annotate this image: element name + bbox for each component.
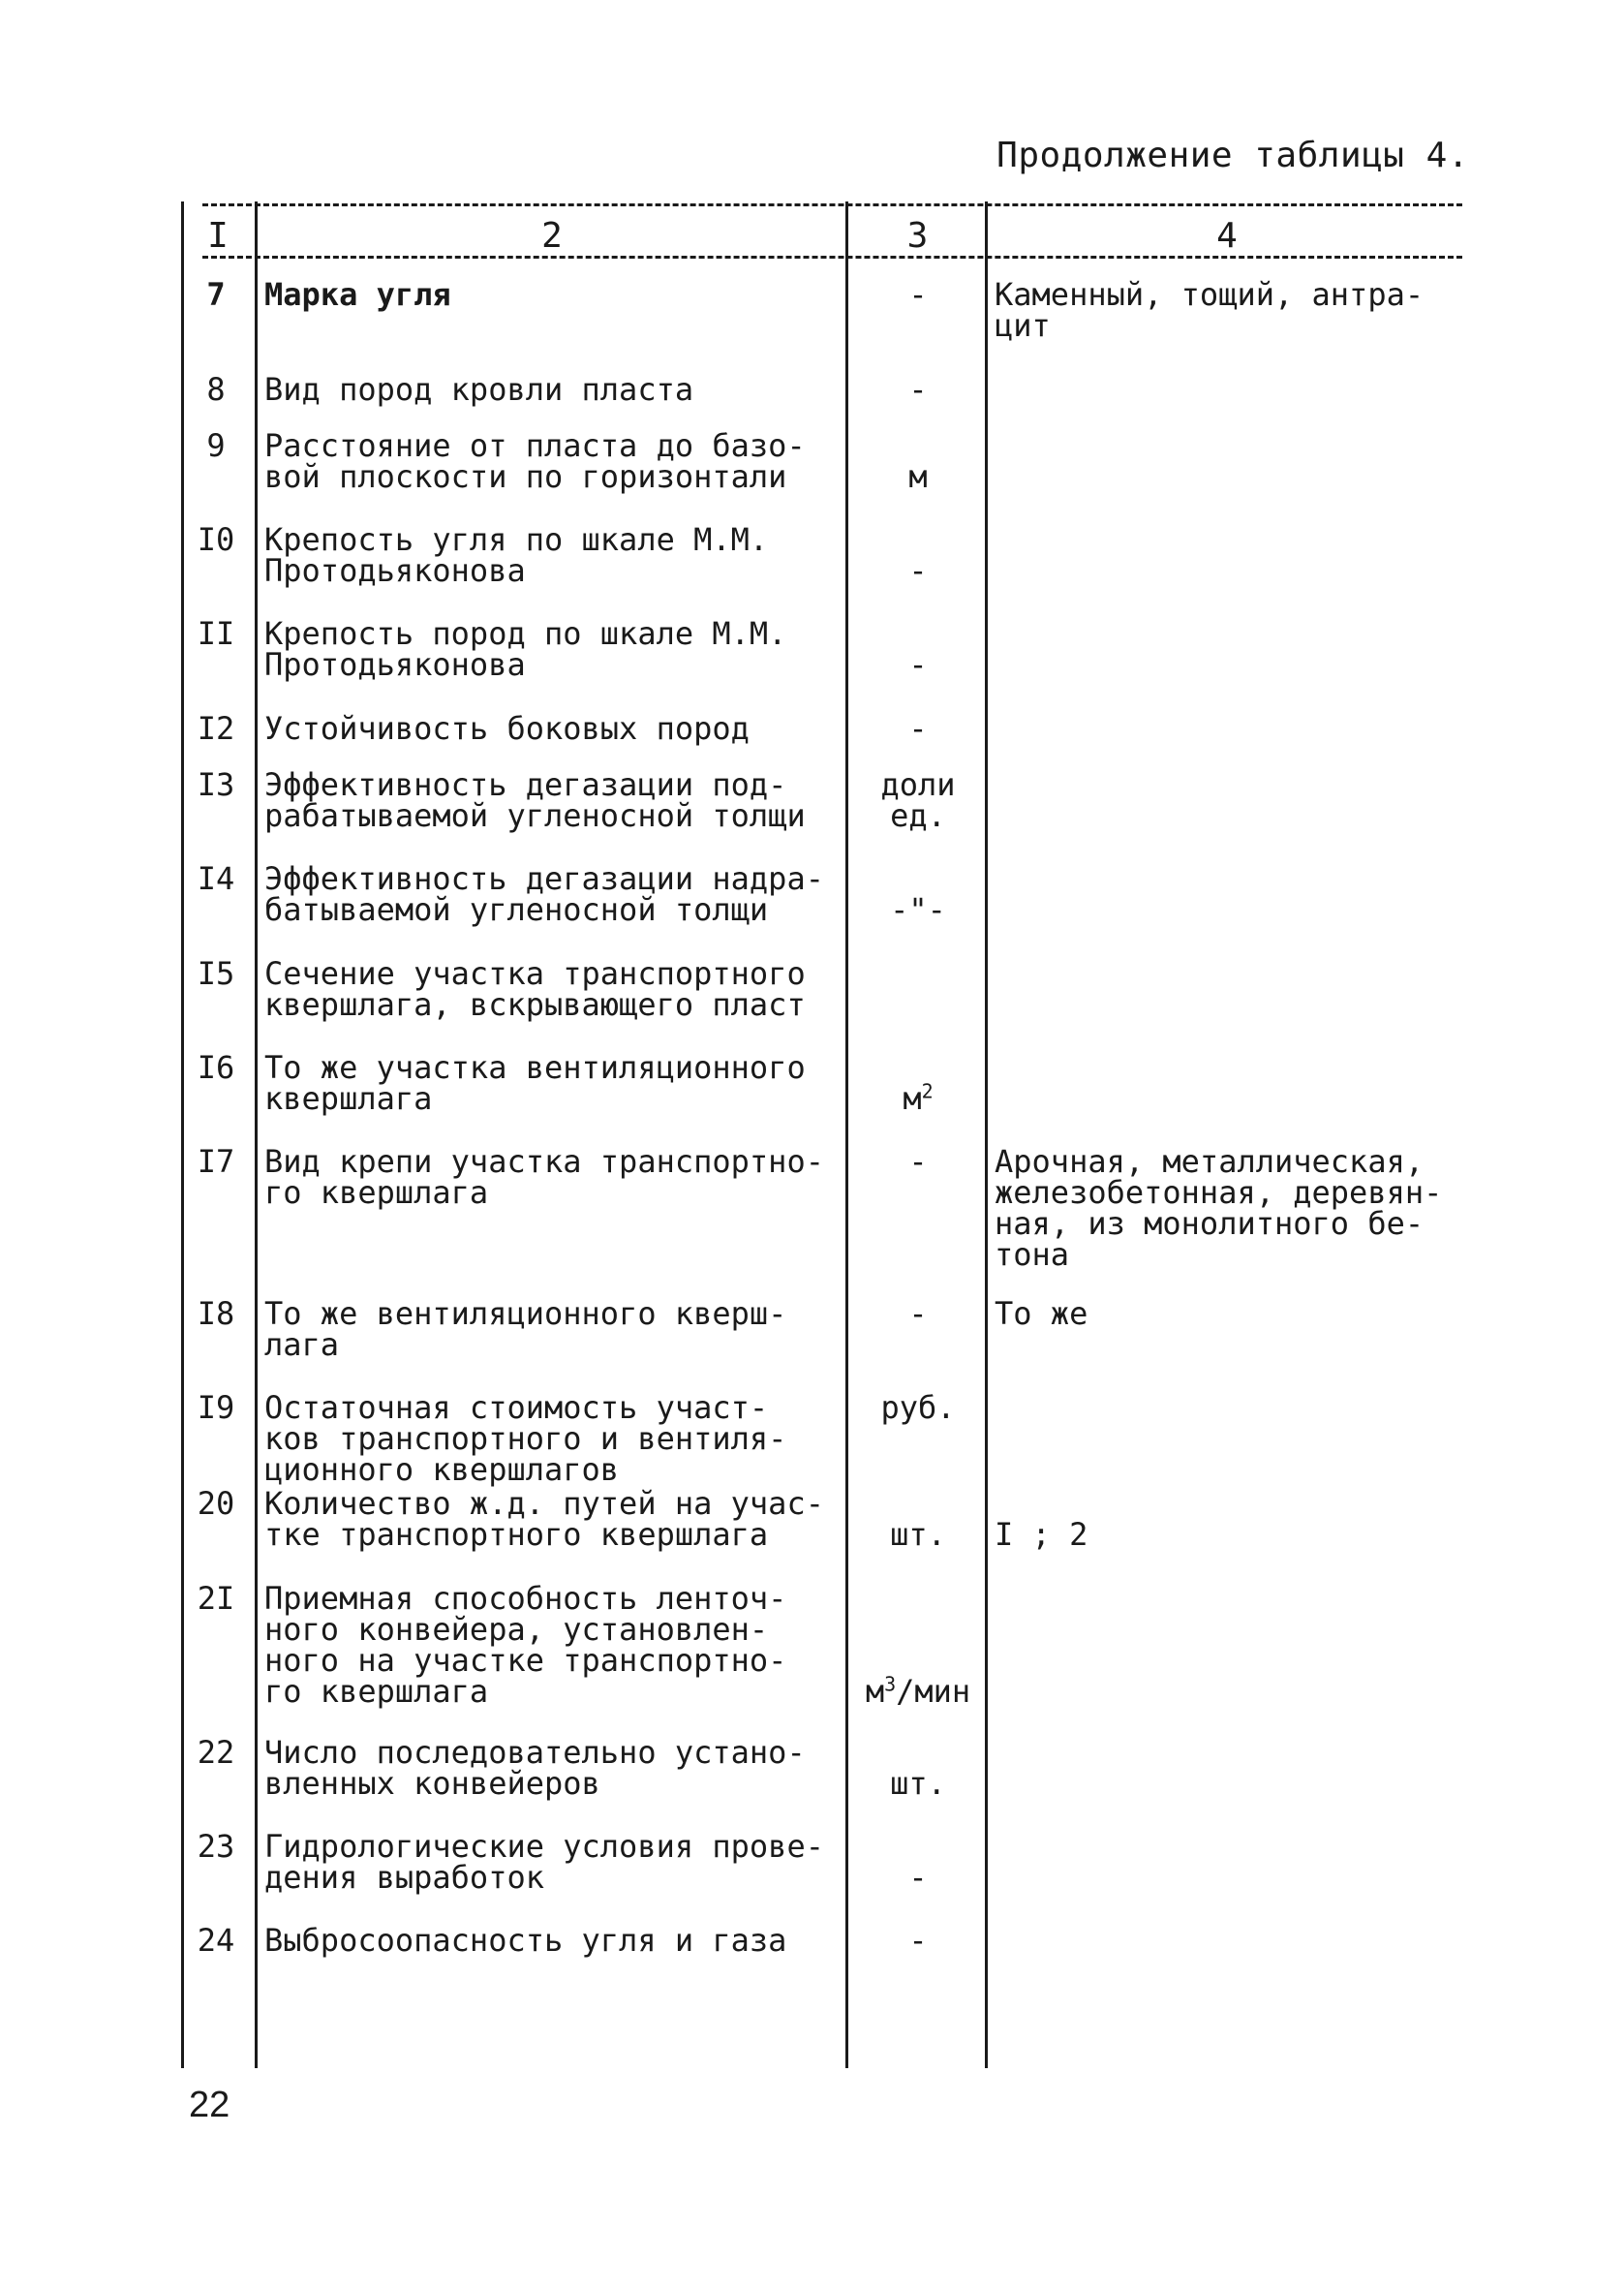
- row-number: I5: [197, 955, 235, 992]
- parameter-name: Выбросоопасность угля и газа: [264, 1922, 787, 1959]
- parameter-value: Арочная, металлическая, железобетонная, деревян- ная, из монолитного бе- тона: [995, 1143, 1443, 1273]
- row-number: 22: [197, 1734, 235, 1771]
- row-number: I8: [197, 1295, 235, 1332]
- row-number: I9: [197, 1389, 235, 1426]
- parameter-name: То же участка вентиляционного квершлага: [264, 1049, 806, 1117]
- row-number: 20: [197, 1485, 235, 1522]
- row-number: 9: [206, 427, 226, 464]
- parameter-name: Крепость угля по шкале М.М. Протодьяконова: [264, 521, 769, 589]
- parameter-value: I ; 2: [995, 1516, 1088, 1553]
- parameter-name: Крепость пород по шкале М.М. Протодьяконова: [264, 615, 787, 683]
- column-header-3: 3: [906, 216, 929, 256]
- unit-of-measure: доли ед.: [880, 766, 956, 834]
- row-number: 23: [197, 1828, 235, 1865]
- unit-of-measure: -: [908, 1859, 928, 1896]
- parameter-name: Число последовательно устано- вленных конвейеров: [264, 1734, 806, 1802]
- unit-of-measure: -"-: [890, 891, 946, 928]
- parameter-name: Гидрологические условия прове- дения выработок: [264, 1828, 824, 1896]
- data-table: [179, 194, 1462, 2068]
- unit-of-measure: руб.: [880, 1389, 956, 1426]
- unit-exponent: 3: [884, 1672, 897, 1696]
- parameter-name: Вид крепи участка транспортно- го квершлага: [264, 1143, 824, 1211]
- parameter-name: Устойчивость боковых пород: [264, 710, 750, 747]
- unit-of-measure: -: [908, 371, 928, 408]
- parameter-name: Приемная способность ленточ- ного конвейера, установлен- ного на участке транспортно- го квершлага: [264, 1580, 787, 1710]
- unit-of-measure: -: [908, 552, 928, 589]
- continuation-caption: Продолжение таблицы 4.: [996, 136, 1469, 175]
- column-rule-3: [845, 201, 848, 2068]
- page-number: 22: [189, 2085, 230, 2125]
- column-header-4: 4: [1216, 216, 1238, 256]
- unit-of-measure: м: [908, 458, 928, 495]
- unit-of-measure: $м^3$/мин: [865, 1672, 971, 1710]
- row-number: I3: [197, 766, 235, 803]
- row-number: 8: [206, 371, 226, 408]
- parameter-name: Остаточная стоимость участ- ков транспортного и вентиля- ционного квершлагов: [264, 1389, 787, 1488]
- unit-of-measure: -: [908, 1143, 928, 1180]
- unit-exponent: 2: [921, 1079, 934, 1103]
- unit-of-measure: шт.: [890, 1765, 946, 1802]
- parameter-name: То же вентиляционного кверш- лага: [264, 1295, 787, 1363]
- column-header-1: I: [207, 216, 229, 256]
- unit-of-measure: -: [908, 1922, 928, 1959]
- parameter-value: Каменный, тощий, антра- цит: [995, 276, 1425, 344]
- unit-of-measure: -: [908, 710, 928, 747]
- row-number: II: [197, 615, 235, 652]
- row-number: 24: [197, 1922, 235, 1959]
- row-number: I0: [197, 521, 235, 558]
- unit-of-measure: $м^2$: [903, 1079, 934, 1117]
- row-number: I7: [197, 1143, 235, 1180]
- header-top-rule: [202, 203, 1462, 206]
- parameter-name: Эффективность дегазации надра- батываемой угленосной толщи: [264, 860, 824, 928]
- column-rule-4: [985, 201, 988, 2068]
- row-number: 7: [206, 276, 226, 313]
- row-number: I6: [197, 1049, 235, 1086]
- unit-of-measure: -: [908, 276, 928, 313]
- row-number: 2I: [197, 1580, 235, 1617]
- row-number: I2: [197, 710, 235, 747]
- parameter-name: Марка угля: [264, 276, 451, 313]
- parameter-name: Эффективность дегазации под- рабатываемой угленосной толщи: [264, 766, 806, 834]
- parameter-name: Вид пород кровли пласта: [264, 371, 694, 408]
- parameter-value: То же: [995, 1295, 1088, 1332]
- parameter-name: Количество ж.д. путей на учас- тке транспортного квершлага: [264, 1485, 824, 1553]
- column-header-2: 2: [541, 216, 563, 256]
- row-number: I4: [197, 860, 235, 897]
- column-rule-2: [255, 201, 258, 2068]
- unit-of-measure: -: [908, 1295, 928, 1332]
- unit-of-measure: шт.: [890, 1516, 946, 1553]
- parameter-name: Сечение участка транспортного квершлага, вскрывающего пласт: [264, 955, 806, 1023]
- unit-of-measure: -: [908, 646, 928, 683]
- column-rule-1: [181, 201, 184, 2068]
- parameter-name: Расстояние от пласта до базо- вой плоскости по горизонтали: [264, 427, 806, 495]
